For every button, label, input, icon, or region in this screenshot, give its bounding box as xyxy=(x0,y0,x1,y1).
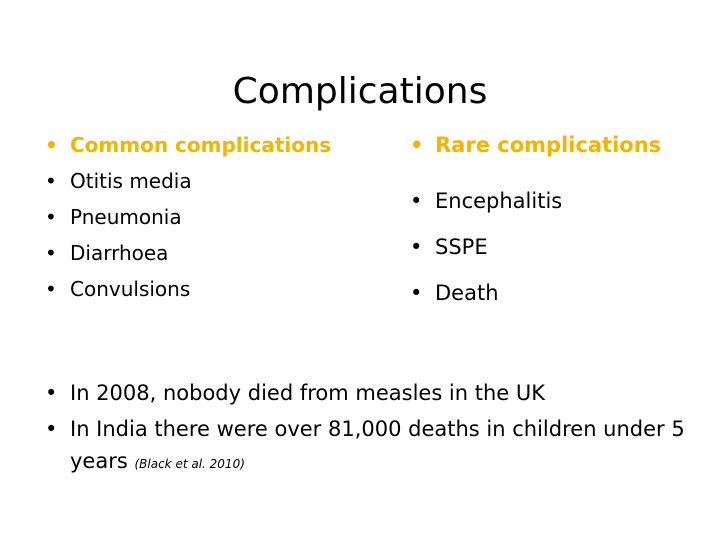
common-complications-list xyxy=(43,127,373,307)
summary-text: In 2008, nobody died from measles in the UK xyxy=(70,381,546,405)
slide-title: Complications xyxy=(232,71,488,113)
citation: (Black et al. 2010) xyxy=(134,457,245,471)
rare-complications-heading: • Rare complications xyxy=(408,128,718,162)
rare-complications-list xyxy=(408,128,718,316)
list-item: • Encephalitis xyxy=(408,178,718,224)
list-item: • Diarrhoea xyxy=(43,235,373,271)
list-item: • Death xyxy=(408,270,718,316)
list-item: • Convulsions xyxy=(43,271,373,307)
list-item: • SSPE xyxy=(408,224,718,270)
summary-points xyxy=(43,377,703,484)
summary-text: In India there were over 81,000 deaths in children under 5 years xyxy=(70,417,685,473)
summary-point xyxy=(43,377,703,409)
summary-point xyxy=(43,413,703,480)
list-item: • Otitis media xyxy=(43,163,373,199)
common-complications-heading: • Common complications xyxy=(43,127,373,163)
list-item: • Pneumonia xyxy=(43,199,373,235)
